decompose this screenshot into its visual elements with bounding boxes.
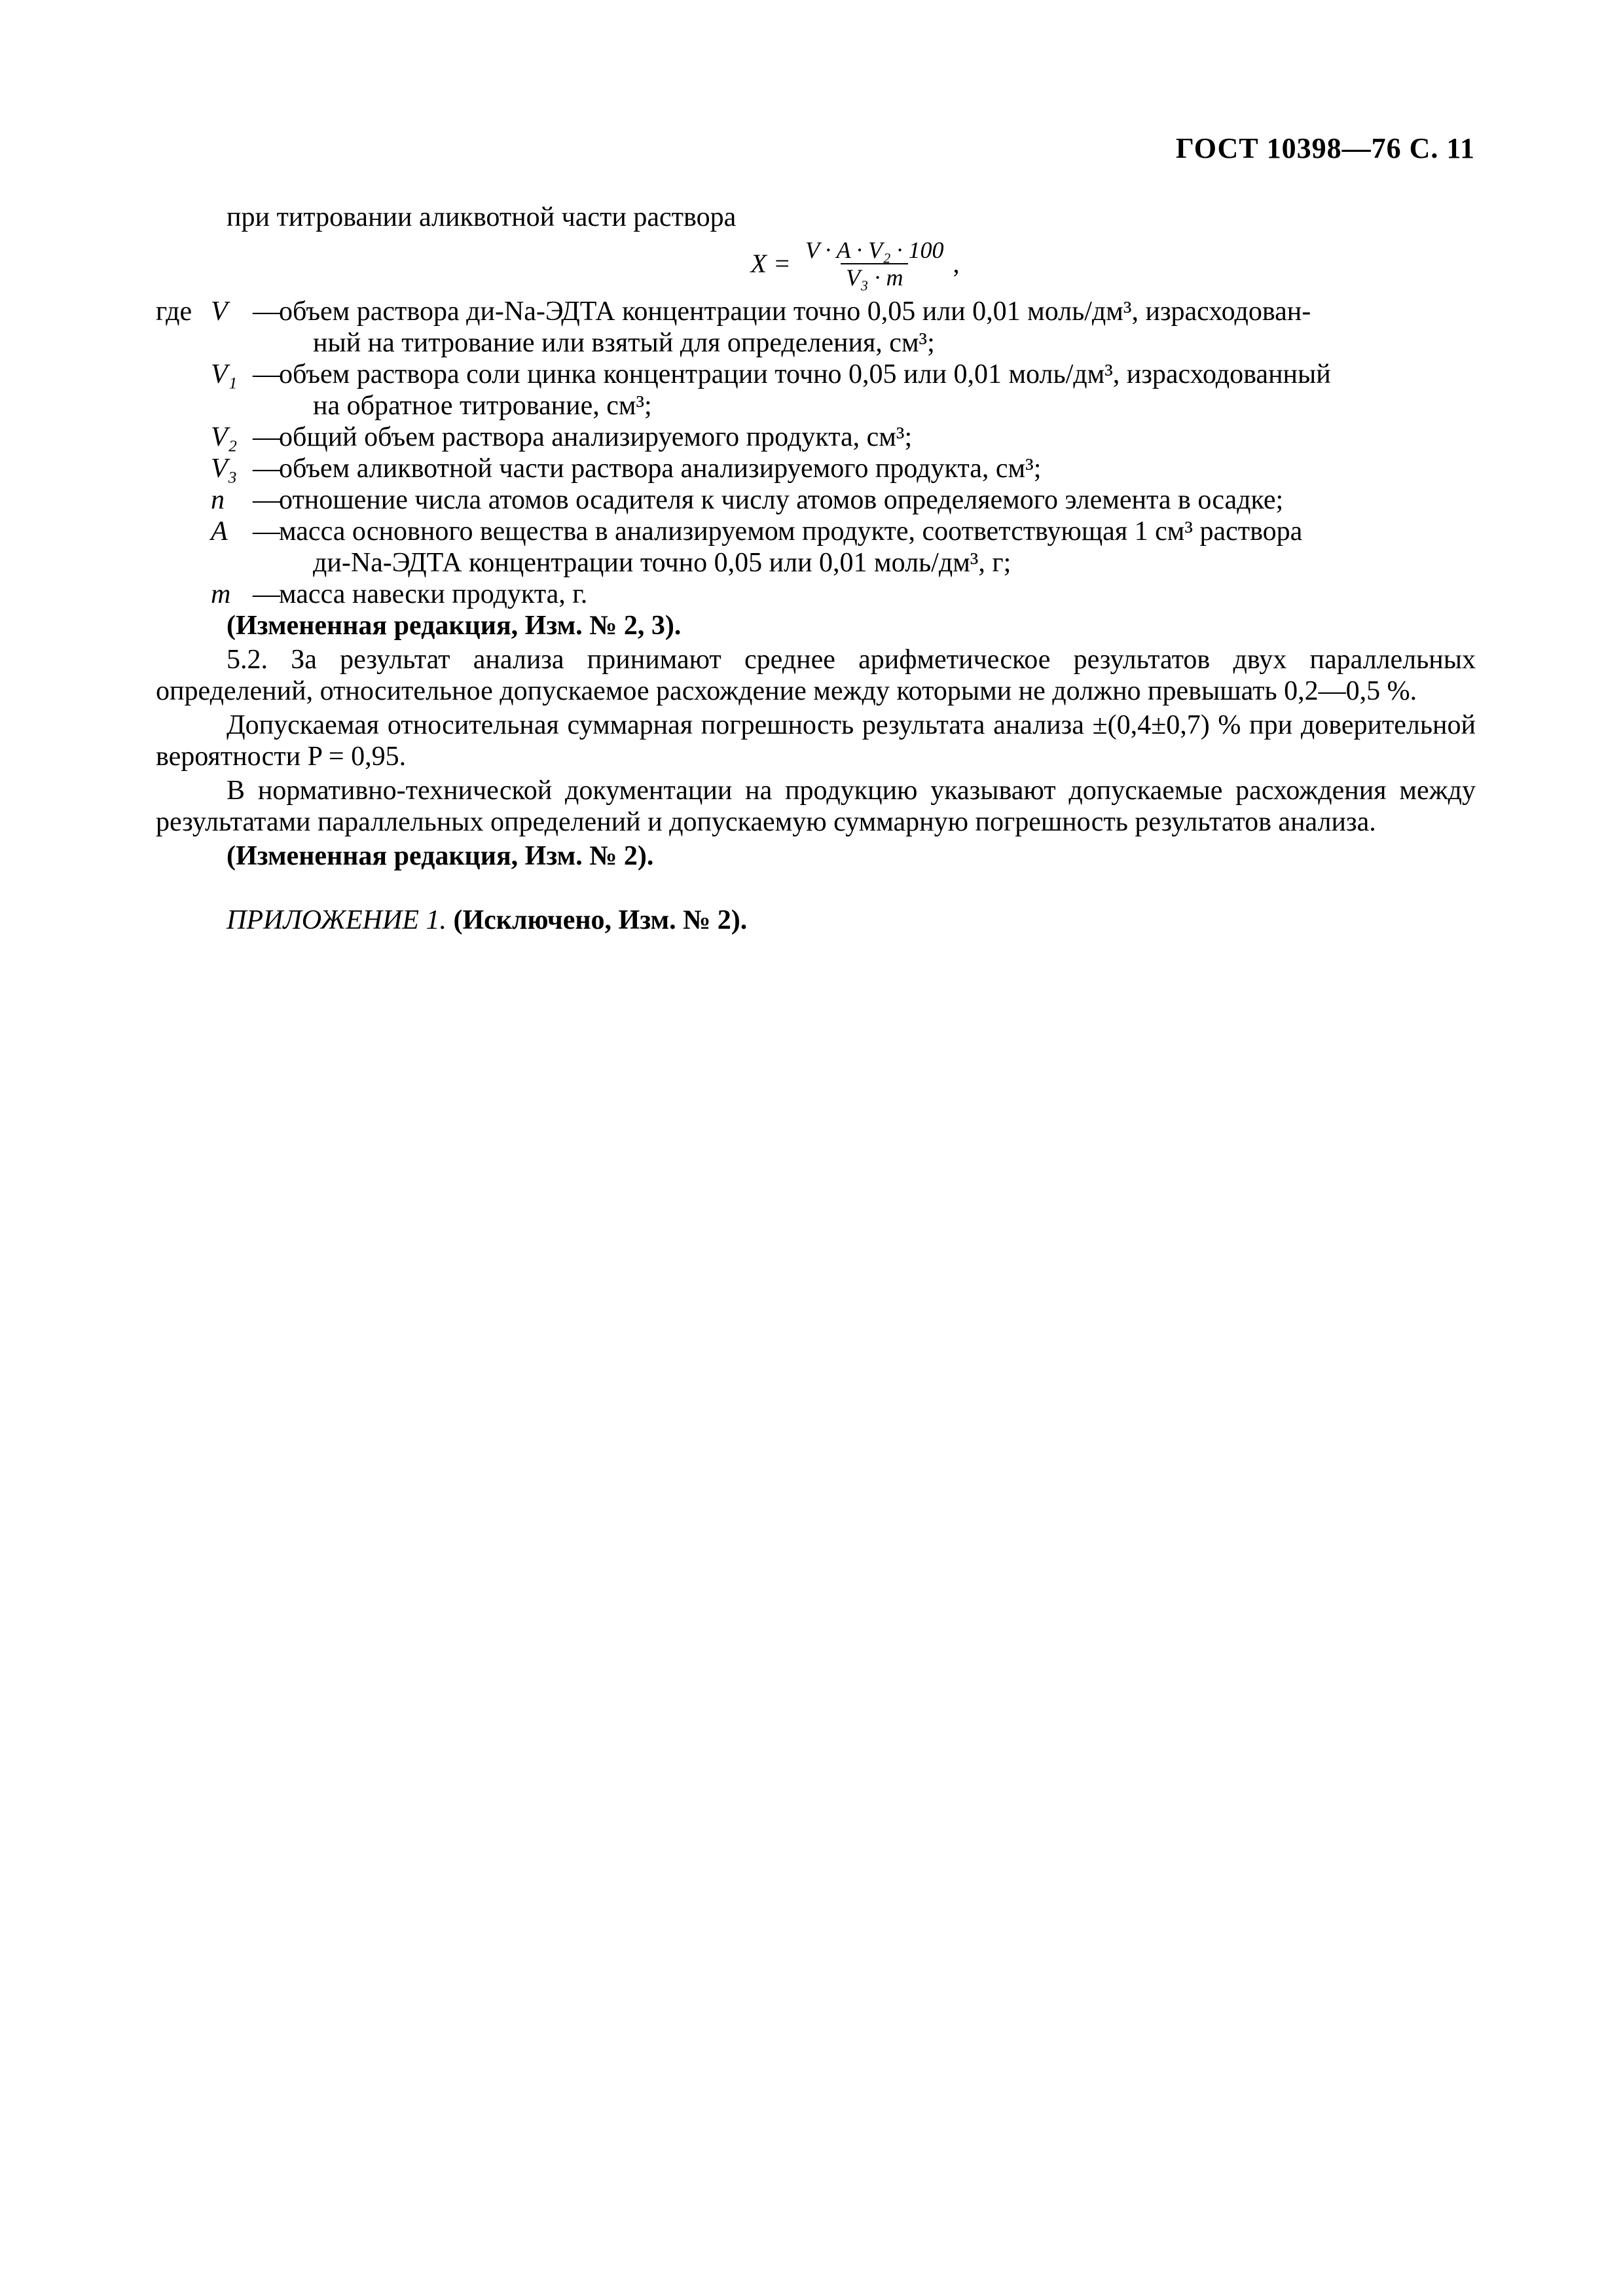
revision-note: (Измененная редакция, Изм. № 2, 3). — [227, 611, 682, 641]
definition-text — [279, 516, 1476, 579]
definition-line: отношение числа атомов осадителя к числу атомов определяемого элемента в осадке; — [279, 485, 1284, 515]
definition-dash: — — [253, 485, 280, 515]
definition-symbol: V — [211, 296, 228, 327]
definition-item — [156, 296, 1476, 359]
definition-symbol: V₂ — [211, 422, 238, 452]
definition-line: масса навески продукта, г. — [279, 579, 588, 609]
paragraph-documentation: В нормативно-технической документации на продукцию указывают допускаемые расхождения между результатами параллельных определений и допускаемую суммарную погрешность результатов анализа. — [156, 776, 1476, 837]
definition-dash: — — [253, 454, 280, 484]
appendix-label: ПРИЛОЖЕНИЕ 1. — [227, 905, 447, 935]
formula-numerator: V · A · V₂ · 100 — [805, 237, 944, 263]
definition-item — [156, 484, 1476, 516]
definition-symbol: A — [211, 516, 228, 547]
definition-symbol: V₁ — [211, 359, 238, 389]
definition-item — [156, 516, 1476, 579]
appendix-status: (Исключено, Изм. № 2). — [453, 905, 748, 935]
formula-denominator: V₃ · m — [841, 263, 909, 291]
definition-dash: — — [253, 579, 280, 609]
definition-item — [156, 359, 1476, 422]
definition-symbol: V₃ — [211, 454, 238, 484]
appendix-line — [227, 905, 1476, 936]
revision-note: (Измененная редакция, Изм. № 2). — [227, 841, 654, 871]
paragraph-error: Допускаемая относительная суммарная погрешность результата анализа ±(0,4±0,7) % при доверительной вероятности P = 0,95. — [156, 710, 1476, 772]
definitions-list — [156, 296, 1476, 610]
definition-line: объем раствора соли цинка концентрации точно 0,05 или 0,01 моль/дм³, израсходованный — [279, 359, 1331, 389]
paragraph-5-2: 5.2. За результат анализа принимают среднее арифметическое результатов двух параллельных определений, относительное допускаемое расхождение между которыми не должно превышать 0,2—0,5 %. — [156, 645, 1476, 706]
document-body — [156, 202, 1476, 936]
definition-dash: — — [253, 359, 280, 389]
formula-lhs: X = — [750, 249, 791, 278]
definition-line: на обратное титрование, см³; — [313, 391, 652, 421]
definition-line: объем аликвотной части раствора анализируемого продукта, см³; — [279, 454, 1042, 484]
formula-block — [156, 237, 1476, 291]
definition-text — [279, 359, 1476, 422]
page-header: ГОСТ 10398—76 С. 11 — [1175, 132, 1475, 164]
definition-dash: — — [253, 516, 280, 547]
definition-symbol: m — [211, 579, 231, 609]
definition-dash: — — [253, 296, 280, 327]
formula — [751, 237, 960, 291]
intro-text: при титровании аликвотной части раствора — [227, 202, 737, 232]
definition-line: ный на титрование или взятый для определения, см³; — [313, 328, 935, 358]
definition-line: масса основного вещества в анализируемом продукте, соответствующая 1 см³ раствора — [279, 516, 1303, 547]
formula-trail: , — [953, 249, 960, 278]
definition-item — [156, 422, 1476, 453]
definition-item — [156, 579, 1476, 610]
definition-text — [279, 484, 1476, 516]
definition-line: общий объем раствора анализируемого продукта, см³; — [279, 422, 913, 452]
definition-item — [156, 453, 1476, 484]
definition-text — [279, 422, 1476, 453]
definition-line: ди-Na-ЭДТА концентрации точно 0,05 или 0,01 моль/дм³, г; — [313, 548, 1012, 578]
definition-dash: — — [253, 422, 280, 452]
definition-lead: где — [156, 296, 192, 327]
definition-text — [279, 579, 1476, 610]
definition-symbol: n — [211, 485, 225, 515]
formula-fraction — [800, 237, 949, 291]
definition-line: объем раствора ди-Na-ЭДТА концентрации точно 0,05 или 0,01 моль/дм³, израсходован- — [279, 296, 1311, 327]
definition-text — [279, 453, 1476, 484]
definition-text — [279, 296, 1476, 359]
